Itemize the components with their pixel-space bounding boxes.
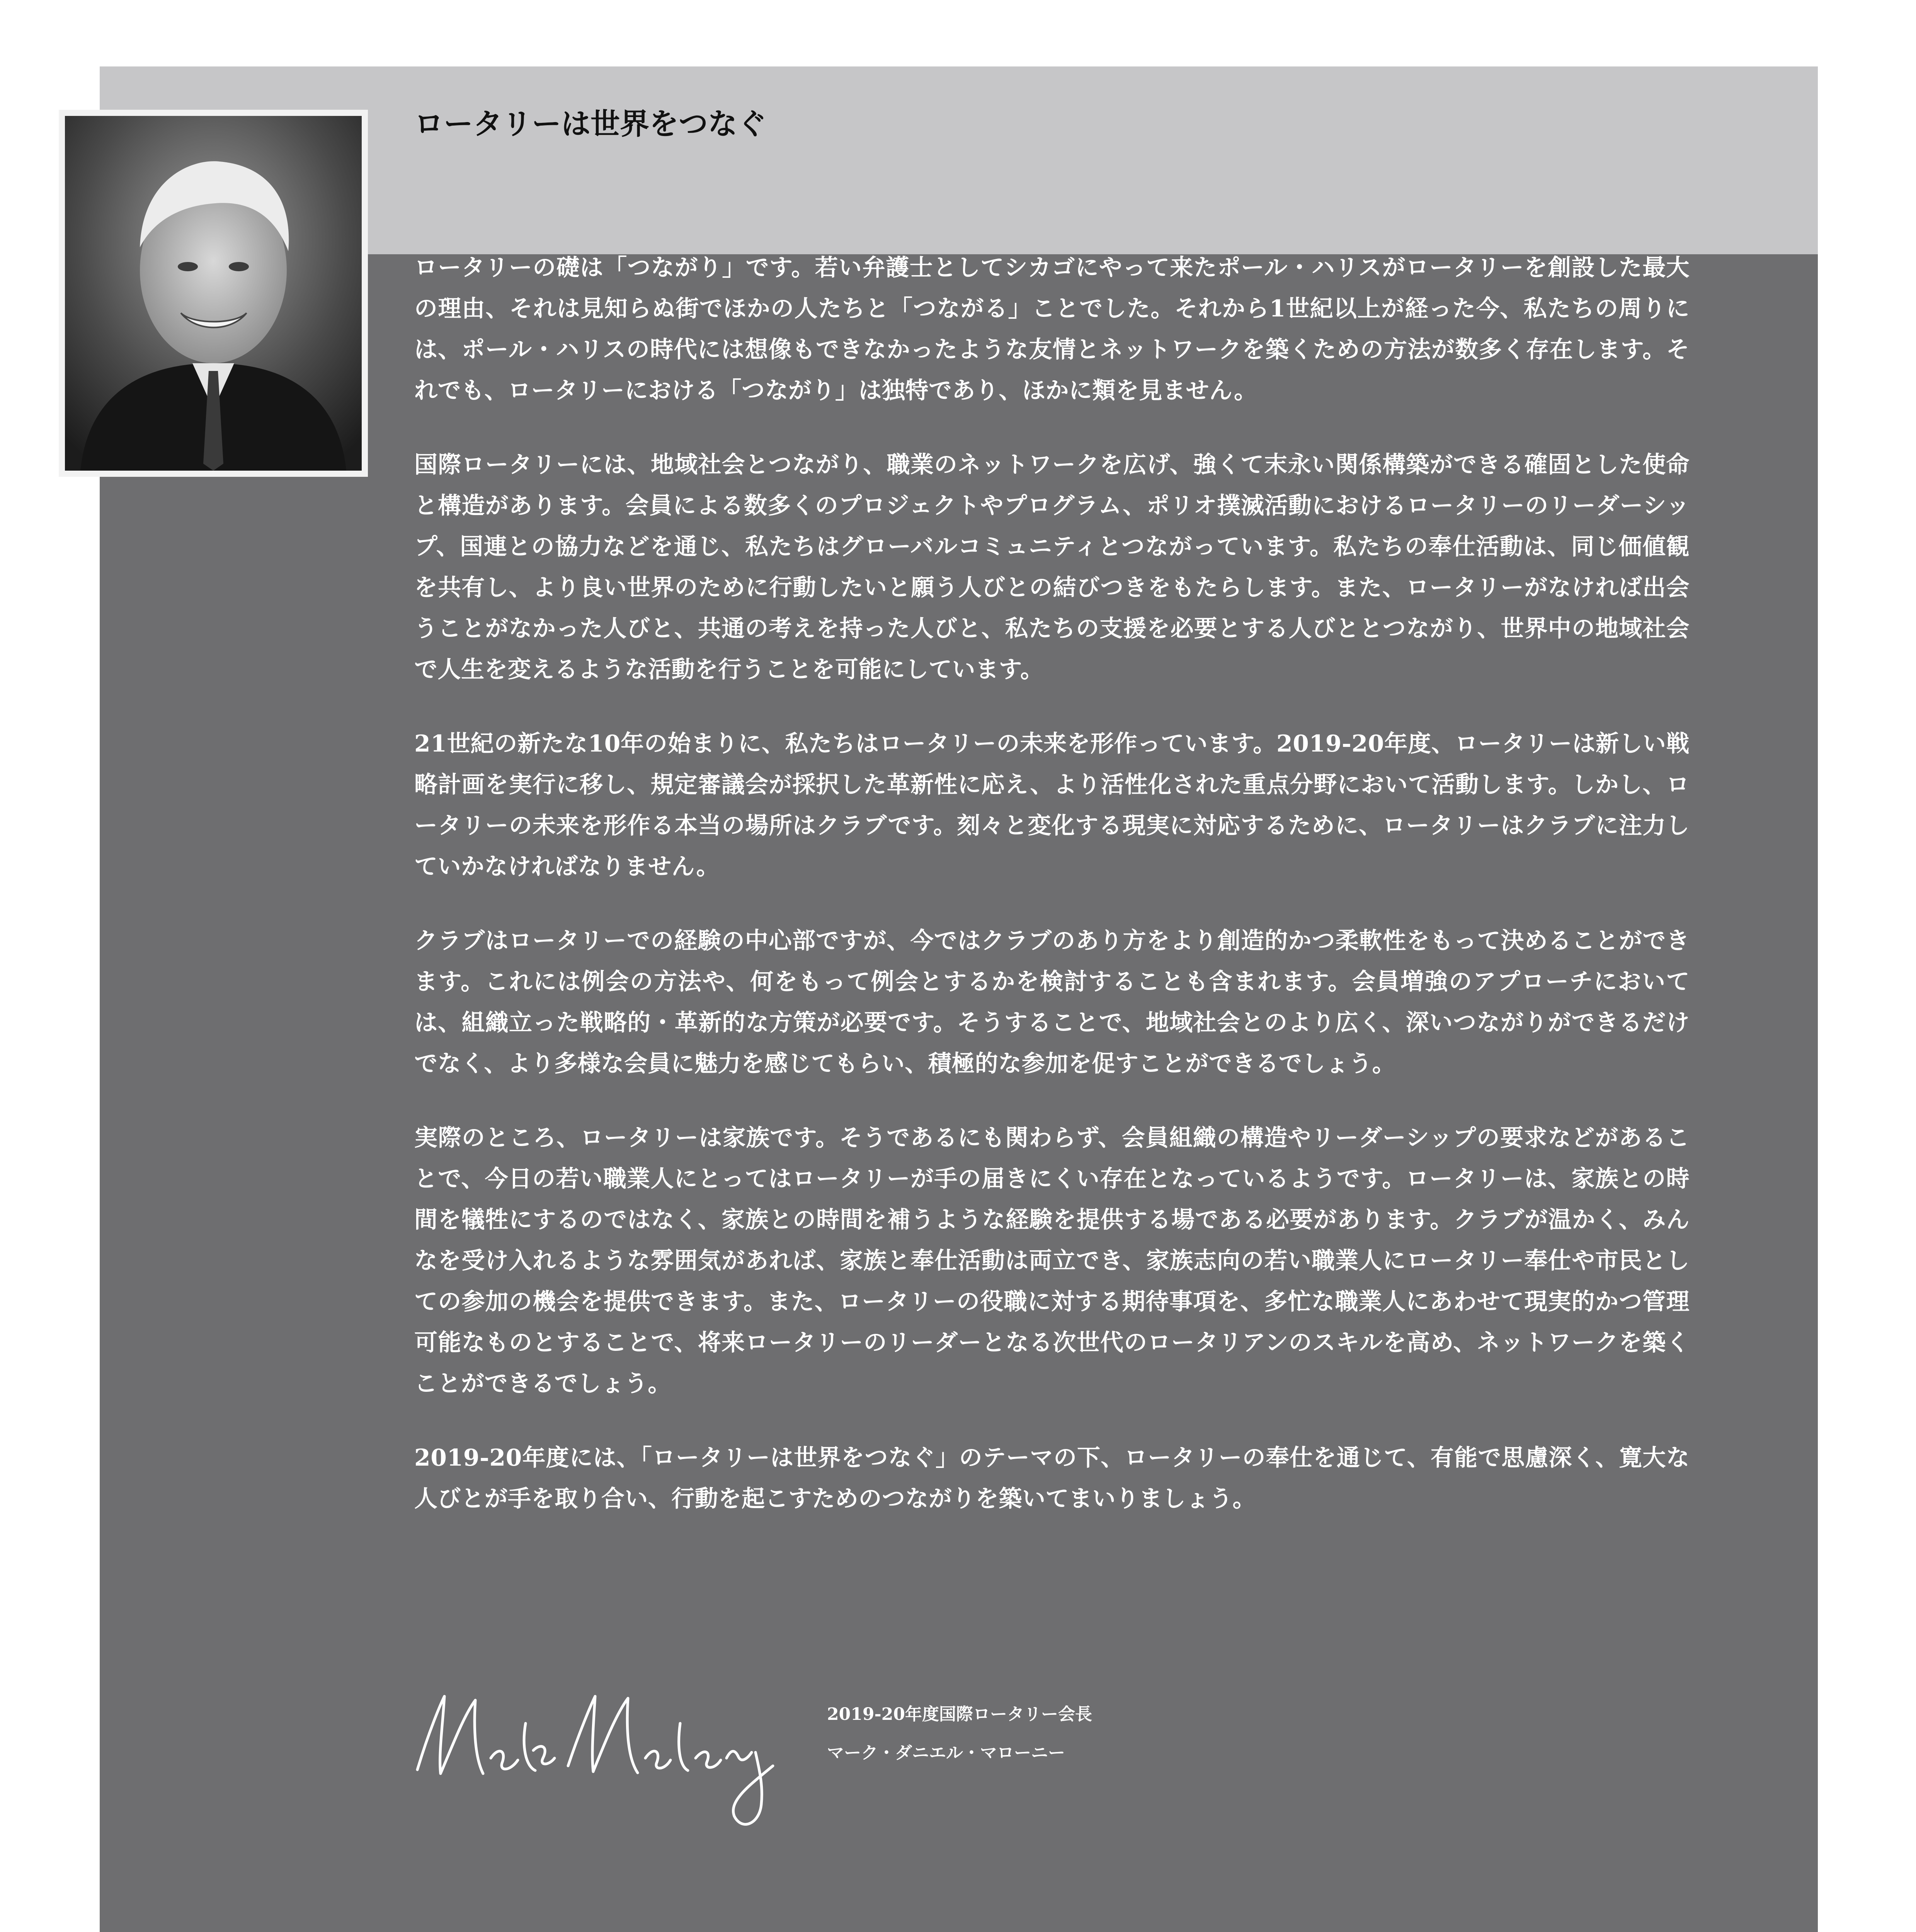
- signature-name: マーク・ダニエル・マローニー: [827, 1743, 1065, 1763]
- message-paragraph: 21世紀の新たな10年の始まりに、私たちはロータリーの未来を形作っています。2019-20年度、ロータリーは新しい戦略計画を実行に移し、規定審議会が採択した革新性に応え、より活性化された重点分野において活動します。しかし、ロータリーの未来を形作る本当の場所はクラブです。刻々と変化する現実に対応するために、ロータリーはクラブに注力していかなければなりません。: [414, 730, 1690, 880]
- message-body: [414, 247, 1690, 1553]
- message-paragraph: 実際のところ、ロータリーは家族です。そうであるにも関わらず、会員組織の構造やリーダーシップの要求などがあることで、今日の若い職業人にとってはロータリーが手の届きにくい存在となっているようです。ロータリーは、家族との時間を犠牲にするのではなく、家族との時間を補うような経験を提供する場である必要があります。クラブが温かく、みんなを受け入れるような雰囲気があれば、家族と奉仕活動は両立でき、家族志向の若い職業人にロータリー奉仕や市民としての参加の機会を提供できます。また、ロータリーの役職に対する期待事項を、多忙な職業人にあわせて現実的かつ管理可能なものとすることで、将来ロータリーのリーダーとなる次世代のロータリアンのスキルを高め、ネットワークを築くことができるでしょう。: [414, 1124, 1690, 1397]
- message-paragraph: クラブはロータリーでの経験の中心部ですが、今ではクラブのあり方をより創造的かつ柔軟性をもって決めることができます。これには例会の方法や、何をもって例会とするかを検討することも含まれます。会員増強のアプローチにおいては、組織立った戦略的・革新的な方策が必要です。そうすることで、地域社会とのより広く、深いつながりができるだけでなく、より多様な会員に魅力を感じてもらい、積極的な参加を促すことができるでしょう。: [414, 927, 1690, 1077]
- message-paragraph: 2019-20年度には、「ロータリーは世界をつなぐ」のテーマの下、ロータリーの奉仕を通じて、有能で思慮深く、寛大な人びとが手を取り合い、行動を起こすためのつながりを築いてまいりましょう。: [414, 1444, 1690, 1512]
- signature-title: 2019-20年度国際ロータリー会長: [827, 1704, 1092, 1724]
- message-title: ロータリーは世界をつなぐ: [414, 107, 767, 141]
- message-paragraph: 国際ロータリーには、地域社会とつながり、職業のネットワークを広げ、強くて末永い関係構築ができる確固とした使命と構造があります。会員による数多くのプロジェクトやプログラム、ポリオ撲滅活動におけるロータリーのリーダーシップ、国連との協力などを通じ、私たちはグローバルコミュニティとつながっています。私たちの奉仕活動は、同じ価値観を共有し、より良い世界のために行動したいと願う人びとの結びつきをもたらします。また、ロータリーがなければ出会うことがなかった人びと、共通の考えを持った人びと、私たちの支援を必要とする人びととつながり、世界中の地域社会で人生を変えるような活動を行うことを可能にしています。: [414, 451, 1690, 683]
- president-portrait: [59, 110, 368, 477]
- handwritten-signature: [402, 1669, 808, 1839]
- message-paragraph: ロータリーの礎は「つながり」です。若い弁護士としてシカゴにやって来たポール・ハリスがロータリーを創設した最大の理由、それは見知らぬ街でほかの人たちと「つながる」ことでした。それから1世紀以上が経った今、私たちの周りには、ポール・ハリスの時代には想像もできなかったような友情とネットワークを築くための方法が数多く存在します。それでも、ロータリーにおける「つながり」は独特であり、ほかに類を見ません。: [414, 254, 1690, 404]
